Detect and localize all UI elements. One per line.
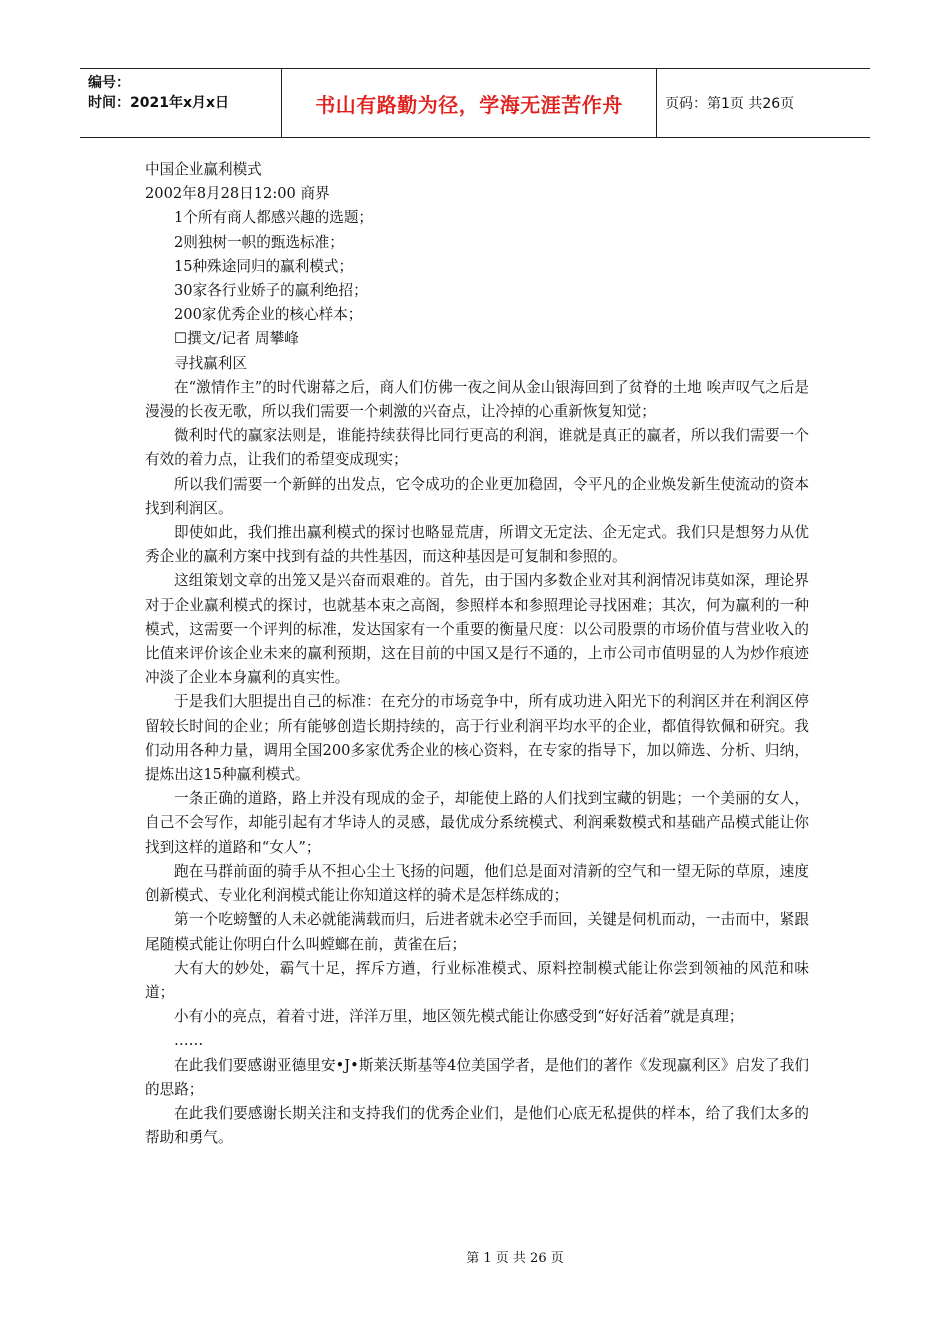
paragraph: 一条正确的道路，路上并没有现成的金子，却能使上路的人们找到宝藏的钥匙；一个美丽的女人，自己不会写作，却能引起有才华诗人的灵感，最优成分系统模式、利润乘数模式和基础产品模式能让你找到这样的道路和“女人”；: [145, 790, 809, 856]
section-heading: 寻找赢利区: [174, 354, 247, 372]
header-motto: 书山有路勤为径，学海无涯苦作舟: [282, 69, 657, 137]
article-meta: 2002年8月28日12:00 商界: [145, 185, 330, 203]
paragraph: 于是我们大胆提出自己的标准：在充分的市场竞争中，所有成功进入阳光下的利润区并在利润区停留较长时间的企业；所有能够创造长期持续的，高于行业利润平均水平的企业，都值得钦佩和研究。我们动用各种力量，调用全国200多家优秀企业的核心资料，在专家的指导下，加以筛选、分析、归纳，提炼出这15种赢利模式。: [145, 693, 809, 784]
paragraph: 跑在马群前面的骑手从不担心尘土飞扬的问题，他们总是面对清新的空气和一望无际的草原，速度创新模式、专业化利润模式能让你知道这样的骑术是怎样练成的；: [145, 862, 809, 905]
header-info: [80, 69, 282, 137]
paragraph: 在“激情作主”的时代谢幕之后，商人们仿佛一夜之间从金山银海回到了贫脊的土地 唉声叹气之后是漫漫的长夜无歌，所以我们需要一个刺激的兴奋点，让冷掉的心重新恢复知觉；: [145, 378, 809, 421]
article-body: [145, 158, 809, 1150]
paragraph: 所以我们需要一个新鲜的出发点，它令成功的企业更加稳固，令平凡的企业焕发新生使流动的资本找到利润区。: [145, 475, 809, 517]
doc-number-label: 编号：: [88, 75, 130, 91]
article-title: 中国企业赢利模式: [145, 161, 262, 178]
paragraph: 小有小的亮点，着着寸进，洋洋万里，地区领先模式能让你感受到“好好活着”就是真理；: [174, 1008, 744, 1026]
doc-date: 时间：2021年x月x日: [88, 95, 230, 111]
header-page-number: 页码：第1页 共26页: [665, 96, 795, 112]
page-footer: 第 1 页 共 26 页: [466, 1251, 564, 1266]
ellipsis: ……: [174, 1032, 204, 1050]
paragraph: 这组策划文章的出笼又是兴奋而艰难的。首先，由于国内多数企业对其利润情况讳莫如深，理论界对于企业赢利模式的探讨，也就基本束之高阁，参照样本和参照理论寻找困难；其次，何为赢利的一种模式，这需要一个评判的标准，发达国家有一个重要的衡量尺度：以公司股票的市场价值与营业收入的比值来评价该企业未来的赢利预期，这在目前的中国又是行不通的，上市公司市值明显的人为炒作痕迹冲淡了企业本身赢利的真实性。: [145, 572, 809, 687]
article-byline: ☐撰文/记者 周攀峰: [174, 330, 299, 348]
paragraph: 在此我们要感谢亚德里安•J•斯莱沃斯基等4位美国学者，是他们的著作《发现赢利区》启发了我们的思路；: [145, 1056, 809, 1098]
point-item: 30家各行业娇子的赢利绝招；: [174, 282, 368, 300]
point-item: 1个所有商人都感兴趣的选题；: [174, 209, 374, 227]
point-item: 15种殊途同归的赢利模式；: [174, 257, 354, 275]
paragraph: 在此我们要感谢长期关注和支持我们的优秀企业们，是他们心底无私提供的样本，给了我们太多的帮助和勇气。: [145, 1104, 809, 1147]
paragraph: 大有大的妙处，霸气十足，挥斥方遒，行业标准模式、原料控制模式能让你尝到领袖的风范和味道；: [145, 959, 809, 1001]
point-item: 200家优秀企业的核心样本；: [174, 306, 363, 324]
point-item: 2则独树一帜的甄选标准；: [174, 233, 344, 251]
paragraph: 第一个吃螃蟹的人未必就能满载而归，后进者就未必空手而回，关键是伺机而动，一击而中，紧跟尾随模式能让你明白什么叫螳螂在前，黄雀在后；: [145, 911, 809, 953]
paragraph: 微利时代的赢家法则是，谁能持续获得比同行更高的利润，谁就是真正的赢者，所以我们需要一个有效的着力点，让我们的希望变成现实；: [145, 427, 809, 469]
page-header: [80, 68, 870, 138]
paragraph: 即使如此，我们推出赢利模式的探讨也略显荒唐，所谓文无定法、企无定式。我们只是想努力从优秀企业的赢利方案中找到有益的共性基因，而这种基因是可复制和参照的。: [145, 524, 809, 566]
